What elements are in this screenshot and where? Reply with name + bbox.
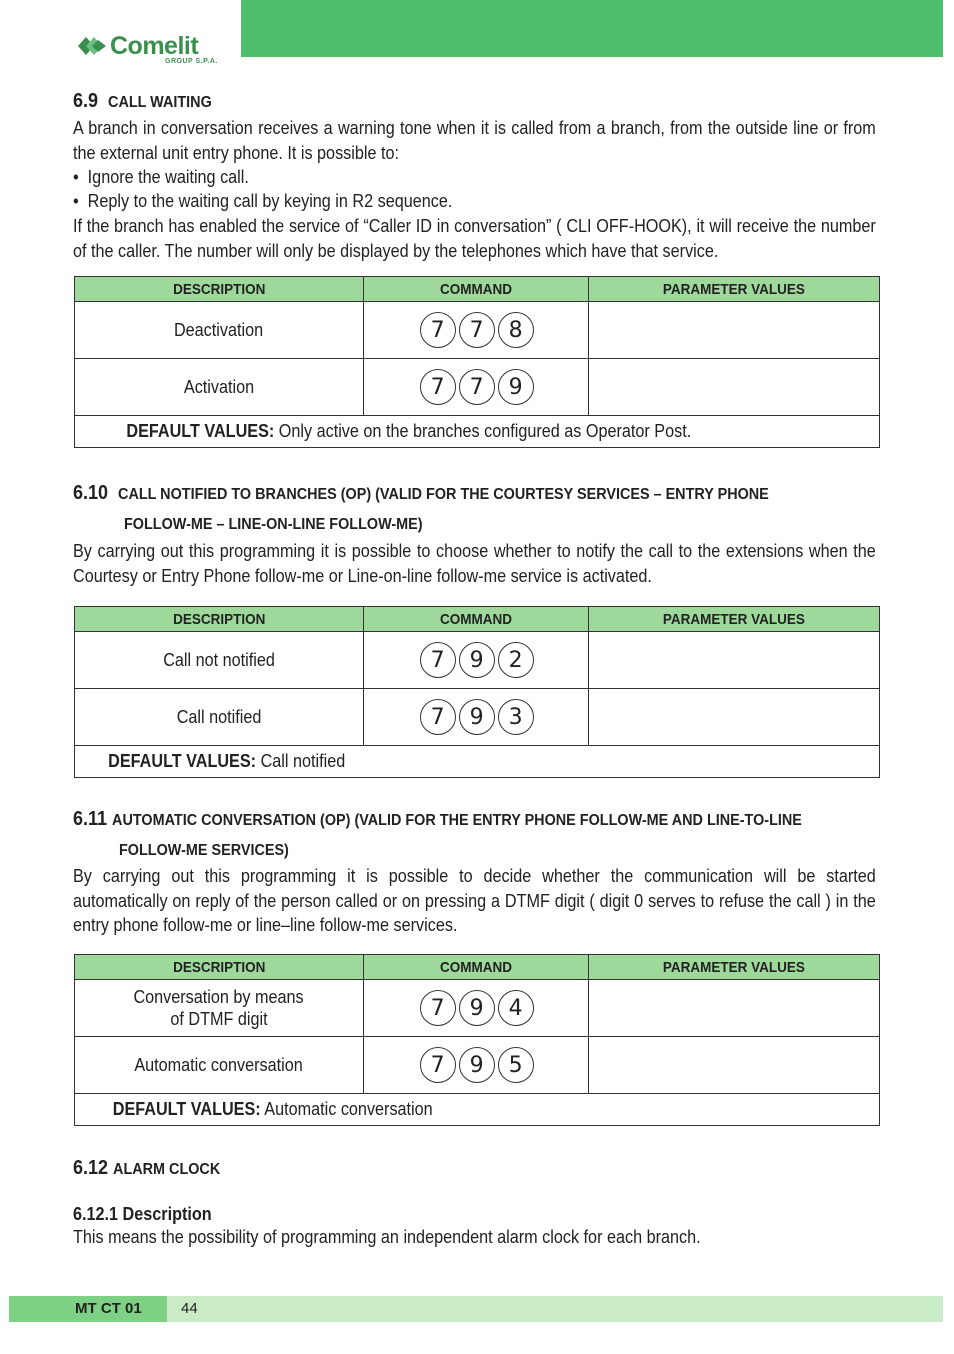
heading-6-12: 6.12 ALARM CLOCK	[73, 1157, 221, 1179]
paragraph: By carrying out this programming it is possible to choose whether to notify the call to the extensions when the Courtesy or Entry Phone follow-me or Line-on-line follow-me service is activated.	[73, 541, 876, 586]
col-header-command: COMMAND	[363, 607, 589, 632]
document-code: MT CT 01	[75, 1300, 142, 1317]
command-table	[74, 276, 880, 448]
heading-6-10-cont: FOLLOW-ME – LINE-ON-LINE FOLLOW-ME)	[124, 516, 423, 533]
section-number: 6.9	[73, 90, 99, 112]
heading-6-9	[73, 88, 212, 116]
paragraph: If the branch has enabled the service of “Caller ID in conversation” ( CLI OFF-HOOK), it will receive the number of the caller. The number will only be displayed by the telephones which have that service.	[73, 216, 876, 261]
table-row: Call notified 7 9 3	[75, 689, 880, 746]
command-table	[74, 606, 880, 778]
heading-6-11-cont: FOLLOW-ME SERVICES)	[119, 842, 289, 859]
paragraph: This means the possibility of programming an independent alarm clock for each branch.	[73, 1227, 701, 1247]
default-values-row: DEFAULT VALUES: Call notified	[75, 746, 880, 778]
table-row: Conversation by means of DTMF digit 7 9 4	[75, 980, 880, 1037]
brand-sub: GROUP S.P.A.	[165, 58, 218, 65]
comelit-mark-icon	[76, 33, 108, 59]
bullet-item: • Reply to the waiting call by keying in R2 sequence.	[73, 191, 453, 211]
page-number: 44	[181, 1300, 198, 1317]
col-header-parameter: PARAMETER VALUES	[589, 277, 880, 302]
heading-6-11: 6.11 AUTOMATIC CONVERSATION (OP) (VALID FOR THE ENTRY PHONE FOLLOW-ME AND LINE-TO-LINE	[73, 808, 802, 830]
col-header-command: COMMAND	[363, 277, 589, 302]
col-header-parameter: PARAMETER VALUES	[589, 607, 880, 632]
command-table	[74, 954, 880, 1126]
col-header-parameter: PARAMETER VALUES	[589, 955, 880, 980]
comelit-logo	[76, 33, 198, 59]
subheading-6-12-1: 6.12.1 Description	[73, 1204, 212, 1224]
col-header-description: DESCRIPTION	[75, 955, 364, 980]
col-header-description: DESCRIPTION	[75, 607, 364, 632]
paragraph: By carrying out this programming it is possible to decide whether the communication will be started automatically on reply of the person called or on pressing a DTMF digit ( digit 0 serves to refuse the call ) in the entry phone follow-me or line–line follow-me services.	[73, 866, 876, 935]
col-header-description: DESCRIPTION	[75, 277, 364, 302]
table-row: Automatic conversation 7 9 5	[75, 1037, 880, 1094]
section-title: CALL WAITING	[108, 94, 212, 111]
col-header-command: COMMAND	[363, 955, 589, 980]
heading-6-10: 6.10 CALL NOTIFIED TO BRANCHES (OP) (VALID FOR THE COURTESY SERVICES – ENTRY PHONE	[73, 482, 769, 504]
table-row: Call not notified 7 9 2	[75, 632, 880, 689]
bullet-item: • Ignore the waiting call.	[73, 167, 249, 187]
default-values-row: DEFAULT VALUES: Automatic conversation	[75, 1094, 880, 1126]
table-row: Deactivation 7 7 8	[75, 302, 880, 359]
brand-name: Comelit	[110, 32, 199, 60]
default-values-row: DEFAULT VALUES: Only active on the branches configured as Operator Post.	[75, 416, 880, 448]
table-row: Activation 7 7 9	[75, 359, 880, 416]
paragraph: A branch in conversation receives a warning tone when it is called from a branch, from the outside line or from the external unit entry phone. It is possible to:	[73, 118, 876, 163]
